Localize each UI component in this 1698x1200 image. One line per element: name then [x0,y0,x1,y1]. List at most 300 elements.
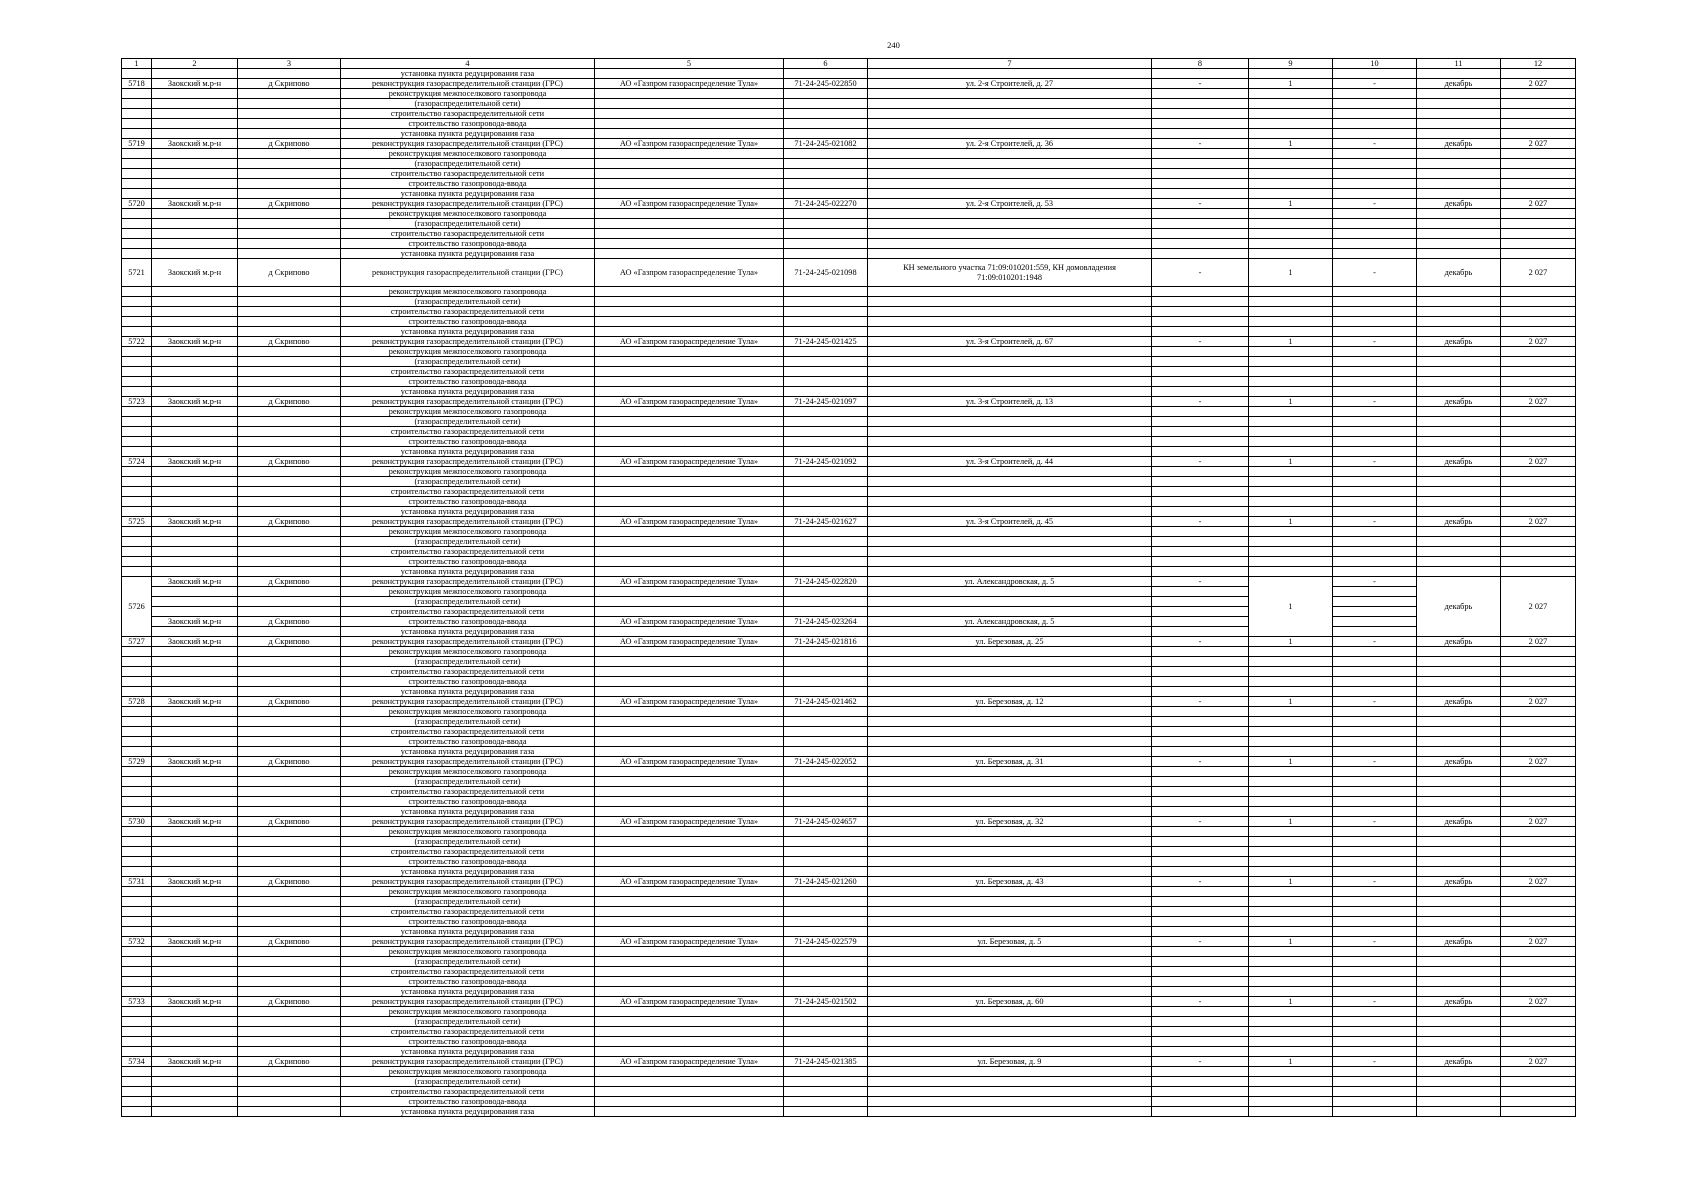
col10-cell: - [1333,337,1417,347]
record-number: 5732 [122,937,152,947]
district-cell: Заокский м.р-н [152,337,238,347]
year-cell: 2 027 [1501,817,1576,827]
work-cell: строительство газораспределительной сети [341,607,595,617]
col10-cell: - [1333,517,1417,527]
month-cell: декабрь [1417,517,1501,527]
header-cell: 2 [152,59,238,69]
work-cell: строительство газопровода-ввода [341,617,595,627]
table-row [122,807,1576,817]
address-cell: ул. 2-я Строителей, д. 27 [868,79,1152,89]
work-cell: реконструкция газораспределительной станции (ГРС) [341,139,595,149]
col10-cell: - [1333,937,1417,947]
work-cell: строительство газопровода-ввода [341,497,595,507]
col8-cell: - [1152,697,1249,707]
district-cell: Заокский м.р-н [152,817,238,827]
header-cell: 6 [784,59,868,69]
table-row [122,99,1576,109]
table-row [122,189,1576,199]
header-cell: 12 [1501,59,1576,69]
work-cell: реконструкция межпоселкового газопровода [341,647,595,657]
work-cell: (газораспределительной сети) [341,297,595,307]
company-cell: АО «Газпром газораспределение Тула» [595,517,784,527]
work-cell: установка пункта редуцирования газа [341,807,595,817]
table-row [122,847,1576,857]
year-cell: 2 027 [1501,577,1576,637]
work-cell: установка пункта редуцирования газа [341,567,595,577]
work-cell: установка пункта редуцирования газа [341,327,595,337]
address-cell: ул. Александровская, д. 5 [868,617,1152,627]
count-cell: 1 [1249,259,1333,287]
record-number: 5723 [122,397,152,407]
work-cell: установка пункта редуцирования газа [341,987,595,997]
locality-cell: д Скрипово [238,139,341,149]
district-cell: Заокский м.р-н [152,139,238,149]
table-row [122,387,1576,397]
table-row [122,1037,1576,1047]
table-row [122,527,1576,537]
district-cell: Заокский м.р-н [152,757,238,767]
company-cell: АО «Газпром газораспределение Тула» [595,337,784,347]
table-row [122,957,1576,967]
table-row [122,917,1576,927]
table-row [122,587,1576,597]
work-cell: реконструкция газораспределительной станции (ГРС) [341,337,595,347]
table-row [122,337,1576,347]
table-row [122,827,1576,837]
work-cell: строительство газораспределительной сети [341,307,595,317]
address-cell: ул. 3-я Строителей, д. 67 [868,337,1152,347]
address-cell: ул. Березовая, д. 43 [868,877,1152,887]
month-cell: декабрь [1417,79,1501,89]
table-row [122,1047,1576,1057]
district-cell: Заокский м.р-н [152,877,238,887]
count-cell: 1 [1249,517,1333,527]
table-row [122,367,1576,377]
year-cell: 2 027 [1501,877,1576,887]
locality-cell: д Скрипово [238,617,341,627]
record-number: 5721 [122,259,152,287]
table-row [122,1107,1576,1117]
header-row [122,59,1576,69]
table-row [122,927,1576,937]
table-row [122,857,1576,867]
table-row [122,507,1576,517]
work-cell: реконструкция межпоселкового газопровода [341,587,595,597]
company-cell: АО «Газпром газораспределение Тула» [595,79,784,89]
table-row [122,887,1576,897]
work-cell: установка пункта редуцирования газа [341,69,595,79]
work-cell: (газораспределительной сети) [341,477,595,487]
company-cell: АО «Газпром газораспределение Тула» [595,1057,784,1067]
record-number: 5719 [122,139,152,149]
work-cell: строительство газораспределительной сети [341,847,595,857]
table-row [122,867,1576,877]
year-cell: 2 027 [1501,199,1576,209]
col8-cell: - [1152,757,1249,767]
work-cell: строительство газопровода-ввода [341,119,595,129]
year-cell: 2 027 [1501,697,1576,707]
work-cell: реконструкция межпоселкового газопровода [341,347,595,357]
table-row [122,877,1576,887]
record-number: 5731 [122,877,152,887]
table-row [122,129,1576,139]
col8-cell: - [1152,1057,1249,1067]
table-row [122,647,1576,657]
col8-cell: - [1152,397,1249,407]
work-cell: установка пункта редуцирования газа [341,129,595,139]
address-cell: ул. 3-я Строителей, д. 44 [868,457,1152,467]
work-cell: реконструкция межпоселкового газопровода [341,149,595,159]
table-row [122,657,1576,667]
company-cell: АО «Газпром газораспределение Тула» [595,697,784,707]
work-cell: строительство газораспределительной сети [341,787,595,797]
month-cell: декабрь [1417,259,1501,287]
company-cell: АО «Газпром газораспределение Тула» [595,577,784,587]
col10-cell: - [1333,817,1417,827]
table-row [122,797,1576,807]
table-row [122,977,1576,987]
work-cell: реконструкция газораспределительной станции (ГРС) [341,637,595,647]
locality-cell: д Скрипово [238,697,341,707]
work-cell: реконструкция межпоселкового газопровода [341,287,595,297]
month-cell: декабрь [1417,199,1501,209]
table-row [122,737,1576,747]
month-cell: декабрь [1417,997,1501,1007]
work-cell: реконструкция газораспределительной станции (ГРС) [341,577,595,587]
table-row [122,397,1576,407]
work-cell: реконструкция газораспределительной станции (ГРС) [341,697,595,707]
works-table [121,58,1576,1117]
address-cell: ул. Березовая, д. 60 [868,997,1152,1007]
year-cell: 2 027 [1501,757,1576,767]
object-code: 71-24-245-024657 [784,817,868,827]
header-cell: 7 [868,59,1152,69]
work-cell: (газораспределительной сети) [341,417,595,427]
work-cell: реконструкция межпоселкового газопровода [341,467,595,477]
company-cell: АО «Газпром газораспределение Тула» [595,199,784,209]
address-cell: ул. 3-я Строителей, д. 13 [868,397,1152,407]
work-cell: строительство газопровода-ввода [341,377,595,387]
table-row [122,937,1576,947]
table-row [122,837,1576,847]
work-cell: реконструкция газораспределительной станции (ГРС) [341,937,595,947]
company-cell: АО «Газпром газораспределение Тула» [595,937,784,947]
work-cell: реконструкция межпоселкового газопровода [341,707,595,717]
work-cell: (газораспределительной сети) [341,897,595,907]
object-code: 71-24-245-021092 [784,457,868,467]
col8-cell: - [1152,517,1249,527]
year-cell: 2 027 [1501,337,1576,347]
table-row [122,777,1576,787]
work-cell: реконструкция газораспределительной станции (ГРС) [341,517,595,527]
col8-cell: - [1152,937,1249,947]
col8-cell: - [1152,199,1249,209]
district-cell: Заокский м.р-н [152,79,238,89]
table-row [122,997,1576,1007]
record-number: 5730 [122,817,152,827]
record-number: 5733 [122,997,152,1007]
month-cell: декабрь [1417,697,1501,707]
district-cell: Заокский м.р-н [152,617,238,627]
table-row [122,317,1576,327]
locality-cell: д Скрипово [238,577,341,587]
header-cell: 11 [1417,59,1501,69]
table-row [122,297,1576,307]
work-cell: реконструкция межпоселкового газопровода [341,407,595,417]
table-row [122,149,1576,159]
work-cell: (газораспределительной сети) [341,357,595,367]
work-cell: реконструкция газораспределительной станции (ГРС) [341,997,595,1007]
address-cell: ул. Березовая, д. 25 [868,637,1152,647]
col10-cell: - [1333,697,1417,707]
year-cell: 2 027 [1501,637,1576,647]
table-row [122,357,1576,367]
address-cell: ул. Березовая, д. 32 [868,817,1152,827]
month-cell: декабрь [1417,817,1501,827]
district-cell: Заокский м.р-н [152,259,238,287]
table-row [122,1087,1576,1097]
year-cell: 2 027 [1501,457,1576,467]
locality-cell: д Скрипово [238,997,341,1007]
col8-cell: - [1152,817,1249,827]
object-code: 71-24-245-021462 [784,697,868,707]
header-cell: 4 [341,59,595,69]
table-row [122,967,1576,977]
table-row [122,727,1576,737]
table-row [122,89,1576,99]
table-row [122,537,1576,547]
work-cell: строительство газопровода-ввода [341,977,595,987]
district-cell: Заокский м.р-н [152,937,238,947]
table-row [122,757,1576,767]
col10-cell: - [1333,997,1417,1007]
work-cell: строительство газопровода-ввода [341,917,595,927]
month-cell: декабрь [1417,397,1501,407]
work-cell: строительство газопровода-ввода [341,317,595,327]
district-cell: Заокский м.р-н [152,577,238,587]
record-number: 5718 [122,79,152,89]
table-row [122,577,1576,587]
address-cell: ул. 2-я Строителей, д. 53 [868,199,1152,209]
work-cell: установка пункта редуцирования газа [341,1107,595,1117]
month-cell: декабрь [1417,337,1501,347]
work-cell: реконструкция газораспределительной станции (ГРС) [341,397,595,407]
work-cell: строительство газопровода-ввода [341,557,595,567]
table-row [122,1097,1576,1107]
work-cell: строительство газопровода-ввода [341,239,595,249]
work-cell: строительство газопровода-ввода [341,797,595,807]
work-cell: строительство газораспределительной сети [341,547,595,557]
locality-cell: д Скрипово [238,79,341,89]
month-cell: декабрь [1417,757,1501,767]
count-cell: 1 [1249,79,1333,89]
table-row [122,677,1576,687]
work-cell: (газораспределительной сети) [341,837,595,847]
col8-cell: - [1152,637,1249,647]
work-cell: (газораспределительной сети) [341,537,595,547]
address-cell: КН земельного участка 71:09:010201:559, КН домовладения 71:09:010201:1948 [868,259,1152,287]
address-cell: ул. Березовая, д. 31 [868,757,1152,767]
work-cell: (газораспределительной сети) [341,219,595,229]
company-cell: АО «Газпром газораспределение Тула» [595,617,784,627]
col8-cell: - [1152,337,1249,347]
table-row [122,687,1576,697]
table-row [122,717,1576,727]
year-cell: 2 027 [1501,397,1576,407]
district-cell: Заокский м.р-н [152,1057,238,1067]
table-row [122,159,1576,169]
table-row [122,607,1576,617]
col10-cell: - [1333,79,1417,89]
locality-cell: д Скрипово [238,757,341,767]
work-cell: реконструкция межпоселкового газопровода [341,767,595,777]
header-cell: 5 [595,59,784,69]
table-row [122,597,1576,607]
table-row [122,377,1576,387]
record-number: 5727 [122,637,152,647]
work-cell: реконструкция газораспределительной станции (ГРС) [341,1057,595,1067]
month-cell: декабрь [1417,637,1501,647]
object-code: 71-24-245-021097 [784,397,868,407]
work-cell: строительство газораспределительной сети [341,169,595,179]
company-cell: АО «Газпром газораспределение Тула» [595,139,784,149]
work-cell: установка пункта редуцирования газа [341,249,595,259]
continuation-row [122,69,1576,79]
count-cell: 1 [1249,199,1333,209]
work-cell: установка пункта редуцирования газа [341,387,595,397]
work-cell: реконструкция межпоселкового газопровода [341,827,595,837]
work-cell: реконструкция межпоселкового газопровода [341,887,595,897]
work-cell: строительство газопровода-ввода [341,1097,595,1107]
work-cell: строительство газораспределительной сети [341,1087,595,1097]
table-body [122,59,1576,1117]
address-cell: ул. Березовая, д. 9 [868,1057,1152,1067]
table-row [122,239,1576,249]
district-cell: Заокский м.р-н [152,397,238,407]
col10-cell: - [1333,139,1417,149]
work-cell: строительство газопровода-ввода [341,1037,595,1047]
record-number: 5734 [122,1057,152,1067]
work-cell: реконструкция газораспределительной станции (ГРС) [341,457,595,467]
work-cell: строительство газораспределительной сети [341,1027,595,1037]
work-cell: строительство газораспределительной сети [341,229,595,239]
table-row [122,79,1576,89]
table-row [122,987,1576,997]
district-cell: Заокский м.р-н [152,199,238,209]
table-row [122,437,1576,447]
work-cell: реконструкция межпоселкового газопровода [341,89,595,99]
table-row [122,1077,1576,1087]
work-cell: строительство газораспределительной сети [341,487,595,497]
work-cell: реконструкция межпоселкового газопровода [341,527,595,537]
table-row [122,467,1576,477]
table-row [122,307,1576,317]
address-cell: ул. 2-я Строителей, д. 36 [868,139,1152,149]
month-cell: декабрь [1417,577,1501,637]
table-row [122,169,1576,179]
table-row [122,477,1576,487]
count-cell: 1 [1249,877,1333,887]
company-cell: АО «Газпром газораспределение Тула» [595,637,784,647]
col10-cell: - [1333,877,1417,887]
locality-cell: д Скрипово [238,337,341,347]
table-row [122,417,1576,427]
work-cell: реконструкция газораспределительной станции (ГРС) [341,259,595,287]
table-row [122,109,1576,119]
district-cell: Заокский м.р-н [152,637,238,647]
object-code: 71-24-245-021385 [784,1057,868,1067]
table-row [122,487,1576,497]
object-code: 71-24-245-021098 [784,259,868,287]
object-code: 71-24-245-021260 [784,877,868,887]
work-cell: строительство газопровода-ввода [341,677,595,687]
count-cell: 1 [1249,817,1333,827]
locality-cell: д Скрипово [238,457,341,467]
record-number: 5728 [122,697,152,707]
locality-cell: д Скрипово [238,1057,341,1067]
locality-cell: д Скрипово [238,259,341,287]
year-cell: 2 027 [1501,937,1576,947]
company-cell: АО «Газпром газораспределение Тула» [595,259,784,287]
work-cell: установка пункта редуцирования газа [341,1047,595,1057]
year-cell: 2 027 [1501,1057,1576,1067]
table-row [122,637,1576,647]
object-code: 71-24-245-022850 [784,79,868,89]
work-cell: установка пункта редуцирования газа [341,687,595,697]
count-cell: 1 [1249,577,1333,637]
object-code: 71-24-245-022820 [784,577,868,587]
work-cell: строительство газораспределительной сети [341,907,595,917]
address-cell: ул. Александровская, д. 5 [868,577,1152,587]
table-row [122,287,1576,297]
table-row [122,457,1576,467]
work-cell: реконструкция межпоселкового газопровода [341,947,595,957]
work-cell: (газораспределительной сети) [341,159,595,169]
count-cell: 1 [1249,1057,1333,1067]
table-row [122,897,1576,907]
table-row [122,817,1576,827]
work-cell: реконструкция газораспределительной станции (ГРС) [341,757,595,767]
col8-cell: - [1152,577,1249,587]
table-row [122,1027,1576,1037]
object-code: 71-24-245-021082 [784,139,868,149]
record-number: 5726 [122,577,152,637]
work-cell: реконструкция межпоселкового газопровода [341,1067,595,1077]
work-cell: реконструкция газораспределительной станции (ГРС) [341,817,595,827]
col10-cell: - [1333,757,1417,767]
work-cell: установка пункта редуцирования газа [341,627,595,637]
table-row [122,947,1576,957]
work-cell: строительство газораспределительной сети [341,109,595,119]
header-cell: 10 [1333,59,1417,69]
locality-cell: д Скрипово [238,937,341,947]
header-cell: 1 [122,59,152,69]
year-cell: 2 027 [1501,997,1576,1007]
work-cell: реконструкция межпоселкового газопровода [341,209,595,219]
record-number: 5725 [122,517,152,527]
count-cell: 1 [1249,697,1333,707]
object-code: 71-24-245-022579 [784,937,868,947]
locality-cell: д Скрипово [238,817,341,827]
locality-cell: д Скрипово [238,637,341,647]
record-number: 5724 [122,457,152,467]
table-row [122,327,1576,337]
work-cell: строительство газопровода-ввода [341,737,595,747]
work-cell: (газораспределительной сети) [341,99,595,109]
company-cell: АО «Газпром газораспределение Тула» [595,817,784,827]
table-row [122,427,1576,437]
record-number: 5720 [122,199,152,209]
